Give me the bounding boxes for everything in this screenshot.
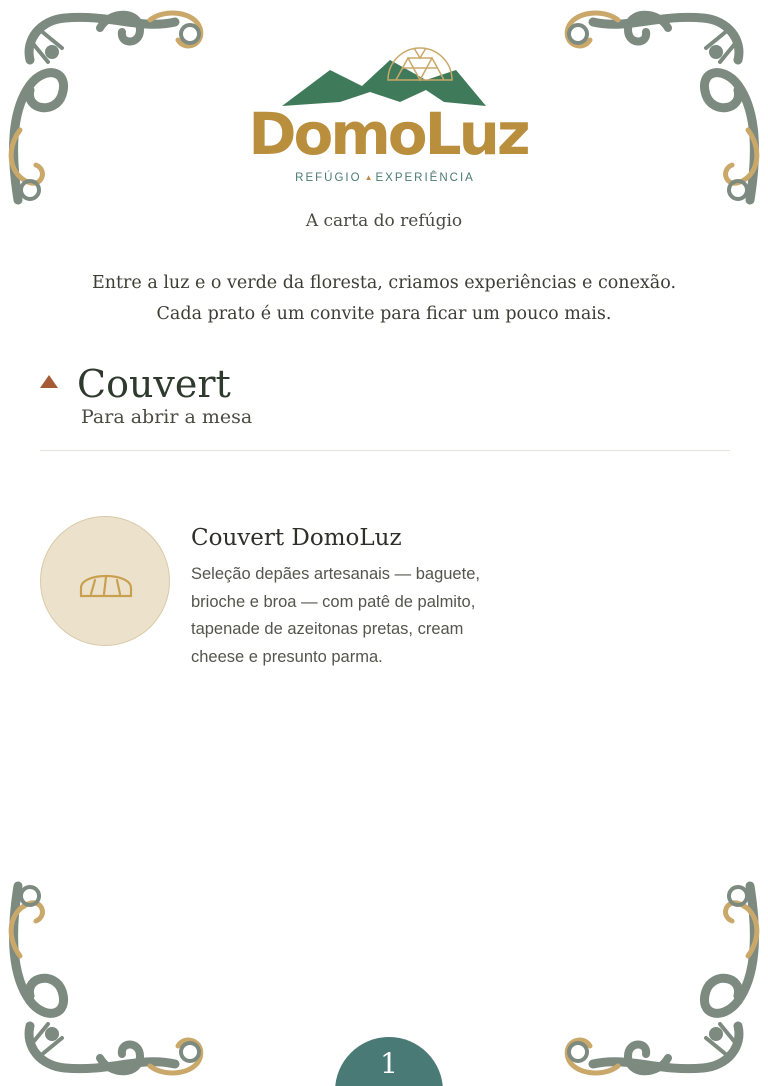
brand-name: DomoLuz bbox=[248, 100, 528, 168]
brand-tagline bbox=[230, 172, 540, 184]
page-subtitle: A carta do refúgio bbox=[305, 211, 463, 231]
page-number: 1 bbox=[380, 1047, 398, 1080]
item-image bbox=[40, 516, 170, 646]
item-title: Couvert DomoLuz bbox=[191, 525, 402, 551]
section-marker-icon bbox=[40, 375, 58, 388]
tagline-left: REFÚGIO bbox=[295, 172, 362, 184]
section-subtitle: Para abrir a mesa bbox=[81, 406, 253, 428]
triangle-icon: ▲ bbox=[364, 173, 373, 182]
section-divider bbox=[40, 450, 730, 451]
ornament-corner-icon bbox=[0, 0, 215, 215]
page-number-badge bbox=[335, 1037, 443, 1086]
brand-logo bbox=[230, 40, 540, 190]
tagline-right: EXPERIÊNCIA bbox=[375, 172, 475, 184]
section-title: Couvert bbox=[77, 362, 231, 406]
ornament-corner-icon bbox=[553, 0, 768, 215]
bread-icon bbox=[77, 562, 135, 602]
item-description: Seleção depães artesanais — baguete, brioche e broa — com patê de palmito, tapenade de azeitonas pretas, cream cheese e presunto parma. bbox=[191, 565, 480, 666]
ornament-corner-icon bbox=[553, 871, 768, 1086]
ornament-corner-icon bbox=[0, 871, 215, 1086]
intro-text: Entre a luz e o verde da floresta, criamos experiências e conexão. Cada prato é um convite para ficar um pouco mais. bbox=[91, 273, 677, 324]
